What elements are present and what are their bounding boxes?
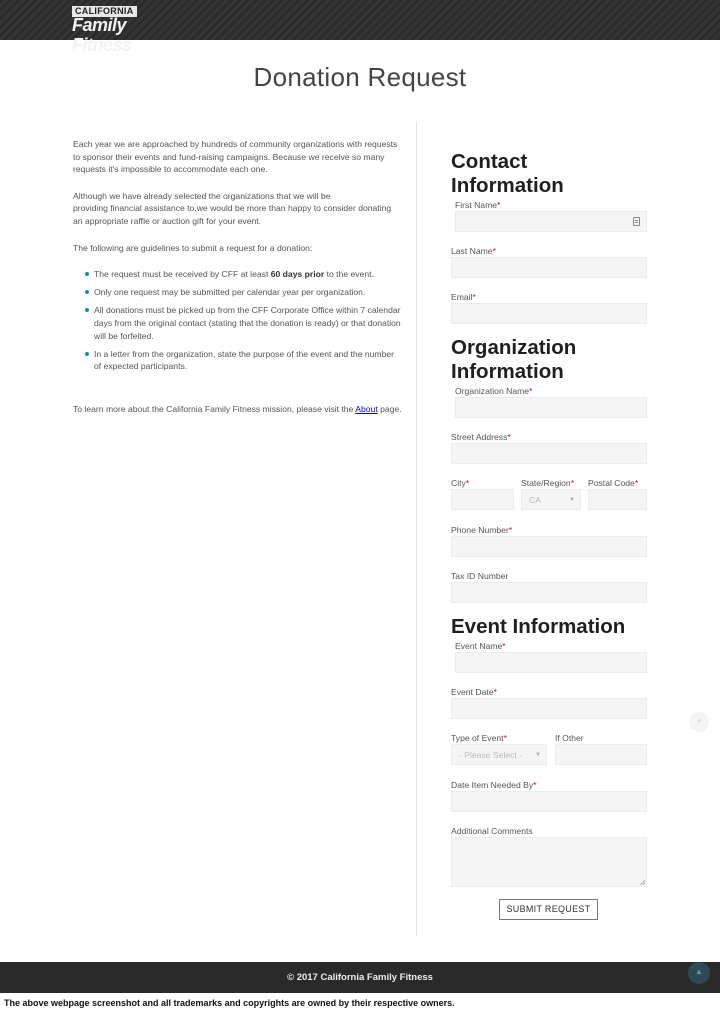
chevron-down-icon: ▼ (569, 497, 575, 503)
date-needed-label: Date Item Needed By* (451, 780, 537, 790)
tax-id-label: Tax ID Number (451, 571, 509, 581)
copyright-text: © 2017 California Family Fitness (287, 972, 433, 983)
about-link[interactable]: About (355, 404, 378, 414)
disclaimer-text: The above webpage screenshot and all trademarks and copyrights are owned by their respective owners. (4, 998, 455, 1008)
street-address-label: Street Address* (451, 432, 511, 442)
organization-name-input[interactable] (455, 397, 647, 418)
event-name-label: Event Name* (455, 641, 506, 651)
city-label: City* (451, 478, 470, 488)
guidelines-list (86, 268, 403, 373)
logo[interactable] (72, 4, 182, 55)
last-name-label: Last Name* (451, 246, 496, 256)
bullet-icon (85, 308, 89, 312)
resize-handle-icon[interactable] (640, 880, 645, 885)
bullet-icon (85, 272, 89, 276)
mission-text: To learn more about the California Family Fitness mission, please visit the About page. (73, 404, 402, 414)
bullet-icon (85, 290, 89, 294)
chevron-up-icon: ▲ (695, 967, 703, 976)
contact-heading: Contact Information (451, 150, 564, 197)
event-type-label: Type of Event* (451, 733, 507, 743)
if-other-label: If Other (555, 733, 584, 743)
event-date-label: Event Date* (451, 687, 497, 697)
logo-top-text: CALIFORNIA (72, 6, 137, 17)
email-input[interactable] (451, 303, 647, 324)
column-divider (416, 121, 417, 936)
intro-text (73, 138, 403, 378)
phone-number-input[interactable] (451, 536, 647, 557)
intro-paragraph-1: Each year we are approached by hundreds of community organizations with requests to sponsor their events and fund-raising campaigns. Because we receive so many requests it's impossible to accommodate each one. (73, 139, 398, 175)
guideline-item: Only one request may be submitted per calendar year per organization. (86, 286, 403, 299)
state-region-value: CA (529, 495, 541, 505)
chevron-up-icon: ▲ (696, 717, 703, 724)
if-other-input[interactable] (555, 744, 647, 765)
guideline-item: In a letter from the organization, state the purpose of the event and the number of expected participants. (86, 348, 403, 373)
guideline-emphasis: 60 days prior (270, 269, 325, 280)
scroll-top-button[interactable] (688, 962, 710, 984)
postal-code-input[interactable] (588, 489, 647, 510)
state-region-label: State/Region* (521, 478, 575, 488)
submit-request-button[interactable]: SUBMIT REQUEST (499, 899, 598, 920)
site-header (0, 0, 720, 55)
first-name-label: First Name* (455, 200, 501, 210)
event-name-input[interactable] (455, 652, 647, 673)
organization-heading: Organization Information (451, 336, 577, 383)
postal-code-label: Postal Code* (588, 478, 639, 488)
city-input[interactable] (451, 489, 514, 510)
event-date-input[interactable] (451, 698, 647, 719)
guidelines-intro: The following are guidelines to submit a request for a donation: (73, 242, 313, 253)
logo-bottom-text: Family Fitness (72, 15, 132, 55)
guideline-item: The request must be received by CFF at least 60 days prior to the event. (86, 268, 403, 281)
organization-name-label: Organization Name* (455, 386, 533, 396)
street-address-input[interactable] (451, 443, 647, 464)
additional-comments-textarea[interactable] (451, 837, 647, 887)
page-title: Donation Request (253, 62, 467, 92)
scroll-top-ghost-button[interactable] (689, 712, 709, 732)
phone-number-label: Phone Number* (451, 525, 513, 535)
event-type-select[interactable] (451, 744, 547, 765)
state-region-select[interactable] (521, 489, 581, 510)
keyboard-icon (633, 217, 640, 226)
guideline-item: All donations must be picked up from the CFF Corporate Office within 7 calendar days from the original contact (stating that the donation is ready) or that donation will be forfeited. (86, 304, 403, 342)
site-footer (0, 962, 720, 993)
additional-comments-label: Additional Comments (451, 826, 533, 836)
email-label: Email* (451, 292, 476, 302)
first-name-input[interactable] (455, 211, 647, 232)
intro-paragraph-2-line-1: Although we have already selected the organizations that we will be (73, 190, 331, 201)
tax-id-input[interactable] (451, 582, 647, 603)
date-needed-input[interactable] (451, 791, 647, 812)
intro-paragraph-2-line-2: providing financial assistance to,we would be more than happy to consider donating an appropriate raffle or auction gift for your event. (73, 203, 392, 226)
event-heading: Event Information (451, 615, 626, 638)
chevron-down-icon: ▼ (535, 752, 541, 758)
bullet-icon (85, 352, 89, 356)
last-name-input[interactable] (451, 257, 647, 278)
intro-paragraph-2 (73, 190, 403, 228)
event-type-value: - Please Select - (459, 750, 523, 760)
